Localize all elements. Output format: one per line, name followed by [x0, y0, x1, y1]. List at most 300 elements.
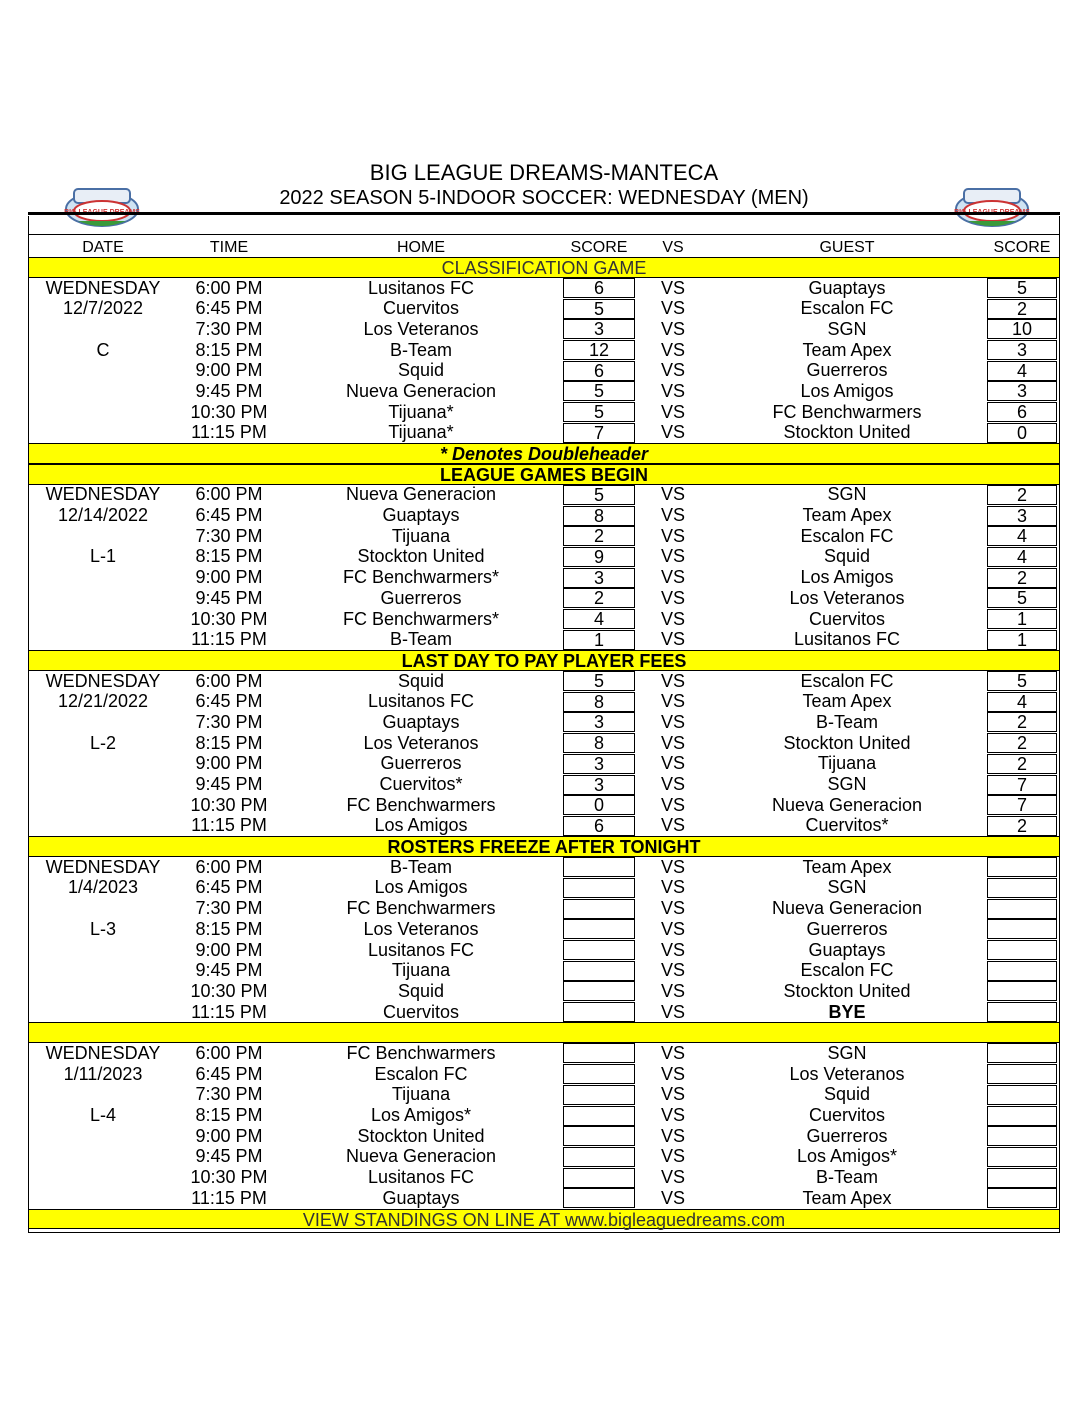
home-team: Tijuana* — [388, 401, 454, 422]
home-score — [561, 485, 637, 505]
game-row — [29, 816, 1059, 837]
home-score-box — [563, 1106, 635, 1126]
game-row — [29, 381, 1059, 402]
guest-score — [985, 485, 1059, 505]
game-row — [29, 1188, 1059, 1209]
game-time: 7:30 PM — [195, 318, 263, 339]
home-score — [561, 547, 637, 567]
home-score — [561, 899, 637, 919]
home-score-box — [563, 1126, 635, 1146]
home-score-box — [563, 919, 635, 939]
home-score-box: 2 — [563, 588, 635, 608]
col-home: HOME — [397, 239, 445, 256]
game-time: 9:00 PM — [195, 567, 263, 588]
game-row — [29, 940, 1059, 961]
game-row — [29, 505, 1059, 526]
guest-team: Escalon FC — [800, 960, 894, 981]
home-score-box: 2 — [563, 526, 635, 546]
guest-team: SGN — [827, 877, 867, 898]
guest-score-box: 4 — [987, 547, 1057, 567]
vs-label: VS — [660, 277, 685, 298]
game-time: 10:30 PM — [190, 794, 268, 815]
guest-team: Team Apex — [802, 1187, 892, 1208]
guest-team: Nueva Generacion — [771, 898, 923, 919]
vs-label: VS — [660, 1125, 685, 1146]
home-team: Lusitanos FC — [367, 1167, 475, 1188]
home-team: Lusitanos FC — [367, 691, 475, 712]
home-team: B-Team — [389, 629, 452, 650]
game-date: WEDNESDAY — [45, 484, 161, 505]
vs-label: VS — [660, 691, 685, 712]
vs-label: VS — [660, 1187, 685, 1208]
game-date: 1/4/2023 — [67, 877, 139, 898]
guest-score-box: 5 — [987, 671, 1057, 691]
vs-label: VS — [660, 939, 685, 960]
guest-score — [985, 1188, 1059, 1208]
vs-label: VS — [660, 360, 685, 381]
home-score-box: 6 — [563, 816, 635, 836]
vs-label: VS — [660, 587, 685, 608]
guest-score — [985, 692, 1059, 712]
game-time: 7:30 PM — [195, 711, 263, 732]
home-score-box — [563, 1147, 635, 1167]
vs-label: VS — [660, 1042, 685, 1063]
guest-score-box: 1 — [987, 630, 1057, 650]
guest-team: B-Team — [815, 711, 878, 732]
game-row — [29, 733, 1059, 754]
game-date: WEDNESDAY — [45, 856, 161, 877]
guest-team: Guerreros — [806, 360, 888, 381]
home-score-box — [563, 1085, 635, 1105]
guest-score-box — [987, 981, 1057, 1001]
guest-team: Lusitanos FC — [793, 629, 901, 650]
game-row — [29, 1043, 1059, 1064]
game-row — [29, 898, 1059, 919]
home-team: FC Benchwarmers — [346, 898, 496, 919]
home-score — [561, 381, 637, 401]
game-time: 11:15 PM — [191, 1187, 267, 1208]
guest-score-box: 3 — [987, 381, 1057, 401]
home-score — [561, 671, 637, 691]
game-row — [29, 609, 1059, 630]
home-score — [561, 1064, 637, 1084]
game-row — [29, 671, 1059, 692]
home-score — [561, 1106, 637, 1126]
home-score — [561, 609, 637, 629]
home-score — [561, 299, 637, 319]
section-banner — [29, 1022, 1059, 1043]
game-row — [29, 319, 1059, 340]
home-team: Squid — [397, 980, 445, 1001]
guest-score-box: 2 — [987, 712, 1057, 732]
guest-team: Team Apex — [802, 339, 892, 360]
title-rule — [28, 212, 1060, 215]
guest-score-box — [987, 919, 1057, 939]
vs-label: VS — [660, 794, 685, 815]
home-score — [561, 775, 637, 795]
vs-label: VS — [660, 980, 685, 1001]
home-score-box: 5 — [563, 299, 635, 319]
home-team: Escalon FC — [374, 1063, 468, 1084]
vs-label: VS — [660, 567, 685, 588]
home-score — [561, 919, 637, 939]
guest-score-box: 4 — [987, 361, 1057, 381]
home-score-box: 8 — [563, 733, 635, 753]
home-score — [561, 526, 637, 546]
home-team: FC Benchwarmers* — [342, 608, 500, 629]
column-header-row — [29, 235, 1059, 257]
home-team: Guerreros — [380, 753, 462, 774]
guest-score — [985, 1064, 1059, 1084]
home-team: Guaptays — [382, 1187, 460, 1208]
home-team: Guerreros — [380, 587, 462, 608]
game-row — [29, 960, 1059, 981]
game-row — [29, 1126, 1059, 1147]
guest-score-box — [987, 1043, 1057, 1063]
schedule-blocks — [29, 257, 1059, 1209]
home-score-box: 4 — [563, 609, 635, 629]
guest-team: Cuervitos — [808, 608, 886, 629]
home-team: Lusitanos FC — [367, 277, 475, 298]
guest-team: Los Amigos — [800, 567, 894, 588]
game-row — [29, 340, 1059, 361]
game-row — [29, 567, 1059, 588]
vs-label: VS — [660, 318, 685, 339]
guest-score-box: 2 — [987, 816, 1057, 836]
col-score-guest: SCORE — [993, 239, 1051, 256]
guest-team: Team Apex — [802, 856, 892, 877]
vs-label: VS — [660, 877, 685, 898]
guest-score — [985, 299, 1059, 319]
guest-score — [985, 712, 1059, 732]
guest-score — [985, 1106, 1059, 1126]
home-score — [561, 423, 637, 443]
home-score — [561, 1188, 637, 1208]
guest-score-box: 3 — [987, 506, 1057, 526]
vs-label: VS — [660, 1084, 685, 1105]
game-row — [29, 857, 1059, 878]
game-time: 9:45 PM — [195, 587, 263, 608]
guest-score-box: 4 — [987, 692, 1057, 712]
game-time: 6:45 PM — [195, 877, 263, 898]
game-time: 7:30 PM — [195, 1084, 263, 1105]
guest-score-box — [987, 1002, 1057, 1022]
guest-score — [985, 878, 1059, 898]
game-time: 9:45 PM — [195, 960, 263, 981]
home-score — [561, 402, 637, 422]
guest-team: Los Veteranos — [789, 587, 905, 608]
game-time: 7:30 PM — [195, 525, 263, 546]
game-time: 10:30 PM — [190, 401, 268, 422]
vs-label: VS — [660, 422, 685, 443]
game-time: 9:45 PM — [195, 1146, 263, 1167]
guest-score — [985, 568, 1059, 588]
guest-score — [985, 319, 1059, 339]
col-guest: GUEST — [819, 239, 875, 256]
home-score-box — [563, 857, 635, 877]
guest-team: FC Benchwarmers — [772, 401, 922, 422]
game-row — [29, 712, 1059, 733]
vs-label: VS — [660, 1063, 685, 1084]
vs-label: VS — [660, 732, 685, 753]
guest-score-box — [987, 961, 1057, 981]
doubleheader-note: * Denotes Doubleheader — [29, 443, 1059, 464]
game-time: 6:00 PM — [195, 484, 263, 505]
guest-score-box — [987, 940, 1057, 960]
col-vs: VS — [662, 239, 684, 256]
home-score-box: 7 — [563, 423, 635, 443]
guest-score-box: 0 — [987, 423, 1057, 443]
guest-team: Squid — [823, 1084, 871, 1105]
vs-label: VS — [660, 898, 685, 919]
home-score-box: 8 — [563, 506, 635, 526]
col-score-home: SCORE — [570, 239, 628, 256]
game-row — [29, 298, 1059, 319]
guest-score — [985, 981, 1059, 1001]
page-subtitle: 2022 SEASON 5-INDOOR SOCCER: WEDNESDAY (MEN) — [279, 187, 809, 209]
home-score — [561, 795, 637, 815]
home-score — [561, 1126, 637, 1146]
guest-score — [985, 1147, 1059, 1167]
home-score — [561, 588, 637, 608]
vs-label: VS — [660, 774, 685, 795]
game-time: 8:15 PM — [195, 732, 263, 753]
guest-team: Escalon FC — [800, 670, 894, 691]
home-score — [561, 712, 637, 732]
game-time: 6:00 PM — [195, 277, 263, 298]
home-team: Squid — [397, 360, 445, 381]
vs-label: VS — [660, 1167, 685, 1188]
vs-label: VS — [660, 484, 685, 505]
home-score-box: 5 — [563, 485, 635, 505]
game-row — [29, 526, 1059, 547]
game-row — [29, 402, 1059, 423]
game-date: C — [96, 339, 110, 360]
guest-score-box — [987, 899, 1057, 919]
game-date: WEDNESDAY — [45, 277, 161, 298]
game-row — [29, 919, 1059, 940]
guest-team: Los Veteranos — [789, 1063, 905, 1084]
vs-label: VS — [660, 856, 685, 877]
guest-team: SGN — [827, 484, 867, 505]
home-score — [561, 878, 637, 898]
game-time: 6:45 PM — [195, 1063, 263, 1084]
guest-score — [985, 506, 1059, 526]
home-score-box: 5 — [563, 381, 635, 401]
home-team: Nueva Generacion — [345, 484, 497, 505]
home-score-box: 0 — [563, 795, 635, 815]
home-team: Los Veteranos — [363, 732, 479, 753]
guest-score-box: 4 — [987, 526, 1057, 546]
vs-label: VS — [660, 339, 685, 360]
guest-team: Stockton United — [783, 732, 911, 753]
col-time: TIME — [209, 239, 249, 256]
guest-score — [985, 609, 1059, 629]
vs-label: VS — [660, 1001, 685, 1022]
game-date: L-2 — [89, 732, 116, 753]
guest-score-box: 2 — [987, 568, 1057, 588]
guest-team: Cuervitos — [808, 1105, 886, 1126]
game-date: L-3 — [89, 918, 116, 939]
guest-score-box: 7 — [987, 795, 1057, 815]
section-banner: LEAGUE GAMES BEGIN — [29, 464, 1059, 485]
vs-label: VS — [660, 815, 685, 836]
guest-team: Escalon FC — [800, 298, 894, 319]
guest-score-box — [987, 1085, 1057, 1105]
game-date: L-4 — [89, 1105, 116, 1126]
vs-label: VS — [660, 711, 685, 732]
home-score-box — [563, 1168, 635, 1188]
guest-score — [985, 361, 1059, 381]
game-row — [29, 278, 1059, 299]
home-score — [561, 754, 637, 774]
game-time: 8:15 PM — [195, 918, 263, 939]
home-team: Cuervitos — [382, 298, 460, 319]
guest-score-box — [987, 1147, 1057, 1167]
game-time: 6:45 PM — [195, 505, 263, 526]
home-team: Stockton United — [357, 1125, 485, 1146]
header-spacer — [29, 216, 1059, 235]
guest-score — [985, 402, 1059, 422]
game-row — [29, 878, 1059, 899]
home-score-box: 8 — [563, 692, 635, 712]
home-score-box: 3 — [563, 712, 635, 732]
home-score — [561, 278, 637, 298]
guest-score — [985, 795, 1059, 815]
guest-score-box: 5 — [987, 588, 1057, 608]
vs-label: VS — [660, 525, 685, 546]
vs-label: VS — [660, 1105, 685, 1126]
guest-score — [985, 816, 1059, 836]
home-score-box: 9 — [563, 547, 635, 567]
schedule-table — [28, 216, 1060, 1233]
guest-score — [985, 526, 1059, 546]
game-time: 6:45 PM — [195, 298, 263, 319]
guest-score — [985, 671, 1059, 691]
guest-score — [985, 1126, 1059, 1146]
col-date: DATE — [82, 239, 124, 256]
vs-label: VS — [660, 753, 685, 774]
game-row — [29, 423, 1059, 444]
guest-score — [985, 775, 1059, 795]
game-row — [29, 1147, 1059, 1168]
home-team: Tijuana* — [388, 422, 454, 443]
guest-score — [985, 1043, 1059, 1063]
home-score-box: 5 — [563, 402, 635, 422]
home-score — [561, 940, 637, 960]
game-row — [29, 981, 1059, 1002]
home-team: Squid — [397, 670, 445, 691]
game-time: 6:00 PM — [195, 670, 263, 691]
home-score — [561, 319, 637, 339]
game-time: 8:15 PM — [195, 1105, 263, 1126]
home-team: Lusitanos FC — [367, 939, 475, 960]
footer-banner: VIEW STANDINGS ON LINE AT www.bigleaguedreams.com — [29, 1209, 1059, 1230]
game-time: 6:45 PM — [195, 691, 263, 712]
home-team: B-Team — [389, 856, 452, 877]
guest-team: Cuervitos* — [805, 815, 889, 836]
guest-score — [985, 381, 1059, 401]
vs-label: VS — [660, 380, 685, 401]
guest-score-box: 3 — [987, 340, 1057, 360]
home-team: Nueva Generacion — [345, 1146, 497, 1167]
home-team: Los Veteranos — [363, 318, 479, 339]
game-date: 12/7/2022 — [62, 298, 144, 319]
game-time: 8:15 PM — [195, 546, 263, 567]
game-row — [29, 754, 1059, 775]
game-time: 11:15 PM — [191, 629, 267, 650]
home-score-box: 1 — [563, 630, 635, 650]
guest-team: Escalon FC — [800, 525, 894, 546]
home-score-box: 6 — [563, 361, 635, 381]
game-date: WEDNESDAY — [45, 1042, 161, 1063]
vs-label: VS — [660, 1146, 685, 1167]
home-score — [561, 816, 637, 836]
home-team: Tijuana — [391, 960, 451, 981]
guest-score — [985, 899, 1059, 919]
home-score-box: 6 — [563, 278, 635, 298]
home-team: Tijuana — [391, 525, 451, 546]
game-time: 6:00 PM — [195, 1042, 263, 1063]
guest-score — [985, 1168, 1059, 1188]
game-row — [29, 795, 1059, 816]
guest-team: Nueva Generacion — [771, 794, 923, 815]
guest-team: Team Apex — [802, 505, 892, 526]
guest-score — [985, 940, 1059, 960]
home-score — [561, 1002, 637, 1022]
game-row — [29, 547, 1059, 568]
game-row — [29, 629, 1059, 650]
guest-score — [985, 588, 1059, 608]
guest-score — [985, 754, 1059, 774]
vs-label: VS — [660, 629, 685, 650]
section-banner: ROSTERS FREEZE AFTER TONIGHT — [29, 836, 1059, 857]
game-time: 8:15 PM — [195, 339, 263, 360]
vs-label: VS — [660, 918, 685, 939]
guest-team: Los Amigos — [800, 380, 894, 401]
home-score — [561, 1168, 637, 1188]
guest-score-box: 2 — [987, 299, 1057, 319]
guest-score-box: 2 — [987, 754, 1057, 774]
home-score — [561, 568, 637, 588]
guest-score-box: 5 — [987, 278, 1057, 298]
guest-score-box: 2 — [987, 733, 1057, 753]
home-score — [561, 961, 637, 981]
home-score-box — [563, 1002, 635, 1022]
home-score — [561, 1043, 637, 1063]
guest-score — [985, 857, 1059, 877]
guest-score — [985, 547, 1059, 567]
home-score-box: 5 — [563, 671, 635, 691]
game-row — [29, 1105, 1059, 1126]
guest-team: Tijuana — [817, 753, 877, 774]
game-time: 11:15 PM — [191, 1001, 267, 1022]
home-team: Los Amigos — [374, 815, 468, 836]
page-title: BIG LEAGUE DREAMS-MANTECA — [369, 160, 719, 185]
home-score — [561, 981, 637, 1001]
guest-score-box: 2 — [987, 485, 1057, 505]
home-score-box: 12 — [563, 340, 635, 360]
home-score-box: 3 — [563, 775, 635, 795]
home-score-box: 3 — [563, 319, 635, 339]
vs-label: VS — [660, 298, 685, 319]
guest-team: Guerreros — [806, 918, 888, 939]
guest-team: SGN — [827, 774, 867, 795]
home-score-box — [563, 981, 635, 1001]
guest-team: Team Apex — [802, 691, 892, 712]
game-time: 9:45 PM — [195, 774, 263, 795]
home-score-box: 3 — [563, 568, 635, 588]
